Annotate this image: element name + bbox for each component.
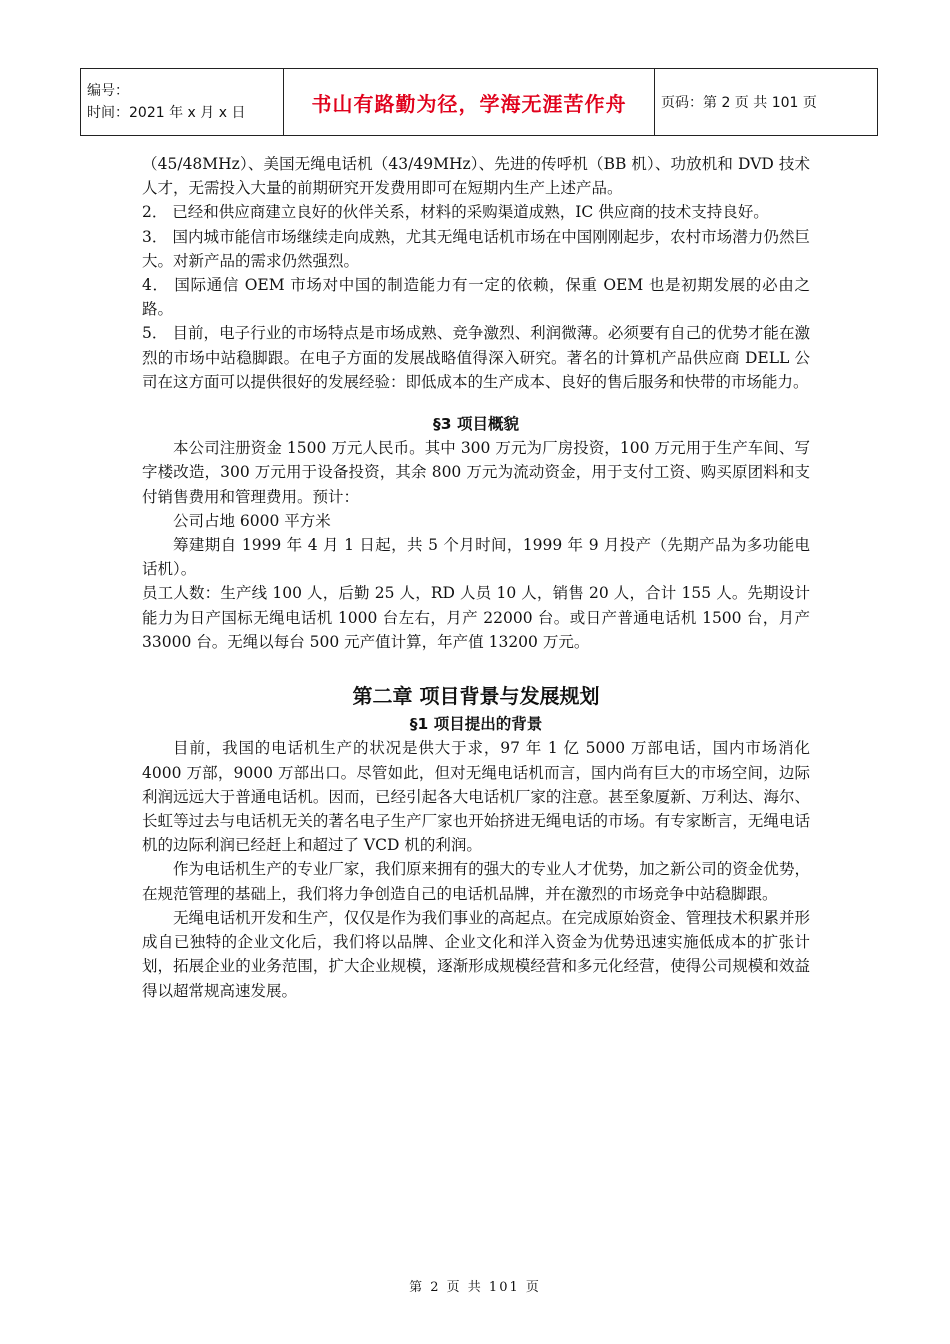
serial-label: 编号：: [87, 83, 129, 99]
section-title: §3 项目概貌: [433, 415, 519, 434]
paragraph: 作为电话机生产的专业厂家，我们原来拥有的强大的专业人才优势，加之新公司的资金优势，在规范管理的基础上，我们将力争创造自己的电话机品牌，并在激烈的市场竞争中站稳脚跟。: [142, 860, 810, 903]
section-title: §1 项目提出的背景: [409, 715, 543, 734]
chapter-title: 第二章 项目背景与发展规划: [352, 684, 600, 709]
date-label: 时间：2021 年 x 月 x 日: [87, 105, 246, 121]
list-item: 3． 国内城市能信市场继续走向成熟，尤其无绳电话机市场在中国刚刚起步，农村市场潜力仍然巨大。对新产品的需求仍然强烈。: [142, 227, 810, 270]
paragraph: 目前，我国的电话机生产的状况是供大于求，97 年 1 亿 5000 万部电话，国内市场消化 4000 万部，9000 万部出口。尽管如此，但对无绳电话机而言，国内尚有巨大的市场空间，边际利润远远大于普通电话机。因而，已经引起各大电话机厂家的注意。甚至象厦新、万利达、海尔、长虹等过去与电话机无关的著名电子生产厂家也开始挤进无绳电话的市场。有专家断言，无绳电话机的边际利润已经赶上和超过了 VCD 机的利润。: [142, 739, 810, 855]
paragraph: 员工人数：生产线 100 人，后勤 25 人，RD 人员 10 人，销售 20 人，合计 155 人。先期设计能力为日产国标无绳电话机 1000 台左右，月产 22000 台。或日产普通电话机 1500 台，月产 33000 台。无绳以每台 500 元产值计算，年产值 13200 万元。: [142, 584, 810, 651]
document-header: [80, 68, 878, 136]
header-page-info: 页码：第 2 页 共 101 页: [655, 69, 878, 136]
header-motto: 书山有路勤为径，学海无涯苦作舟: [284, 69, 655, 136]
paragraph: 本公司注册资金 1500 万元人民币。其中 300 万元为厂房投资，100 万元用于生产车间、写字楼改造，300 万元用于设备投资，其余 800 万元为流动资金，用于支付工资、购买原团料和支付销售费用和管理费用。预计：: [142, 439, 810, 506]
paragraph: 公司占地 6000 平方米: [173, 511, 331, 530]
list-item: 4． 国际通信 OEM 市场对中国的制造能力有一定的依赖，保重 OEM 也是初期发展的必由之路。: [142, 276, 810, 319]
paragraph: （45/48MHz）、美国无绳电话机（43/49MHz）、先进的传呼机（BB 机）、功放机和 DVD 技术人才，无需投入大量的前期研究开发费用即可在短期内生产上述产品。: [142, 155, 810, 198]
page-footer: 第 2 页 共 101 页: [409, 1280, 541, 1295]
list-item: 2． 已经和供应商建立良好的伙伴关系，材料的采购渠道成熟，IC 供应商的技术支持良好。: [142, 203, 769, 222]
header-meta-cell: [81, 69, 284, 136]
document-body: [142, 152, 810, 1003]
paragraph: 无绳电话机开发和生产，仅仅是作为我们事业的高起点。在完成原始资金、管理技术积累并形成自已独特的企业文化后，我们将以品牌、企业文化和洋入资金为优势迅速实施低成本的扩张计划，拓展企业的业务范围，扩大企业规模，逐渐形成规模经营和多元化经营，使得公司规模和效益得以超常规高速发展。: [142, 908, 810, 1000]
list-item: 5． 目前，电子行业的市场特点是市场成熟、竞争激烈、利润微薄。必须要有自己的优势才能在激烈的市场中站稳脚跟。在电子方面的发展战略值得深入研究。著名的计算机产品供应商 DELL 公司在这方面可以提供很好的发展经验：即低成本的生产成本、良好的售后服务和快带的市场能力。: [142, 324, 810, 391]
paragraph: 筹建期自 1999 年 4 月 1 日起，共 5 个月时间，1999 年 9 月投产（先期产品为多功能电话机）。: [142, 536, 810, 579]
